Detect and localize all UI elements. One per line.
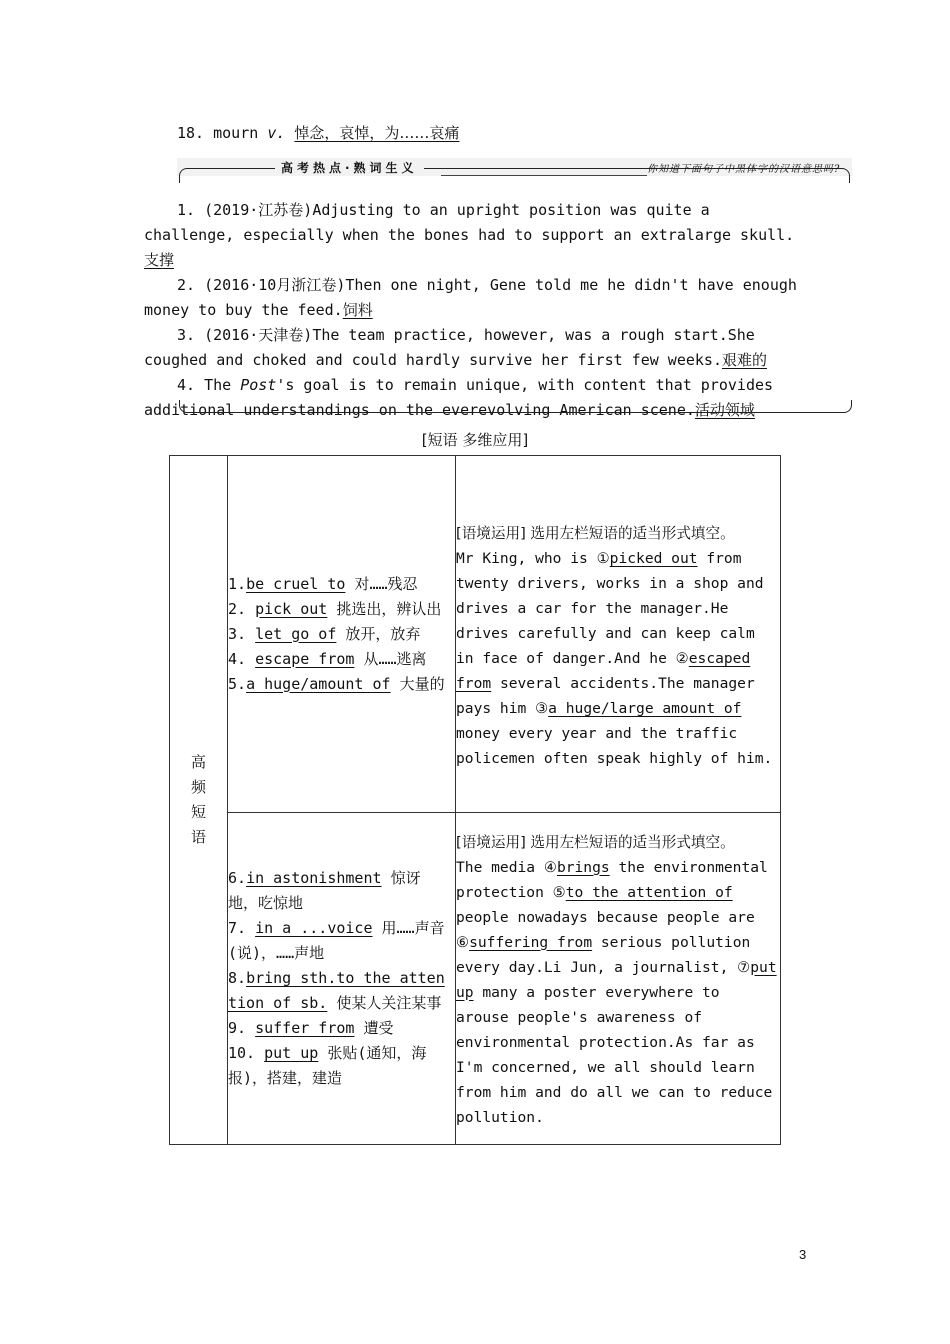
example-text: Adjusting to an upright position was quite a challenge, especially when the bones had to support an extralarge skull. — [144, 201, 795, 244]
phrase-text: let go of — [255, 624, 337, 643]
phrase-num: 6. — [228, 869, 247, 887]
category-char: 语 — [190, 828, 206, 846]
phrase-item — [228, 1041, 449, 1091]
phrase-meaning: 使某人关注某事 — [336, 994, 442, 1012]
phrase-item — [228, 916, 449, 966]
passage-text: from twenty drivers, works in a shop and drives a car for the manager.He drives carefully and can keep calm in face of danger.And he ② — [456, 550, 764, 667]
example-answer: 饲料 — [342, 301, 373, 319]
passage-text: many a poster everywhere to arouse people's awareness of environmental protection.As far as I'm concerned, we all should learn from him and do all we can to reduce pollution. — [456, 983, 773, 1126]
phrase-item — [228, 647, 455, 672]
example-answer: 活动领域 — [694, 401, 755, 419]
phrase-text: bring sth.to the attention of sb. — [228, 969, 445, 1012]
blank-answer: a huge/large amount of — [548, 700, 742, 717]
phrase-meaning: 从……逃离 — [363, 649, 427, 668]
example-4 — [144, 373, 804, 423]
vocab-pos: v. — [267, 124, 286, 142]
example-1 — [144, 198, 804, 273]
category-char: 频 — [190, 778, 206, 796]
phrase-meaning: 放开，放弃 — [345, 624, 421, 643]
category-char: 短 — [190, 803, 206, 821]
section-heading: [短语 多维应用] — [421, 431, 529, 449]
blank-answer: brings — [556, 858, 610, 876]
phrase-text: in astonishment — [246, 869, 382, 887]
passage-text: people nowadays because people are ⑥ — [456, 908, 755, 951]
phrase-meaning: 用……声音(说)，……声地 — [228, 919, 445, 962]
phrase-text: a huge/amount of — [246, 674, 391, 693]
exercise-passage — [456, 546, 780, 771]
phrase-num: 5. — [228, 674, 247, 693]
example-source: 3. (2016·天津卷) — [177, 326, 313, 344]
phrase-meaning: 遭受 — [363, 1019, 394, 1037]
phrase-meaning: 惊讶地，吃惊地 — [228, 869, 421, 912]
phrase-num: 3. — [228, 624, 247, 643]
phrase-list-2 — [228, 813, 456, 1145]
phrase-item — [228, 966, 449, 1016]
exercise-instruction: [语境运用] 选用左栏短语的适当形式填空。 — [456, 525, 735, 542]
blank-answer: suffering from — [469, 933, 593, 951]
passage-text: several accidents.The manager pays him ③ — [456, 675, 755, 717]
phrase-text: put up — [264, 1044, 319, 1062]
example-2 — [144, 273, 804, 323]
vocab-number: 18. — [177, 124, 205, 142]
exercise-cell-2 — [456, 813, 781, 1145]
phrase-num: 4. — [228, 649, 247, 668]
phrase-text: suffer from — [255, 1019, 355, 1037]
blank-answer: to the attention of — [565, 883, 733, 901]
example-text: 's goal is to remain unique, with content that provides additional understandings on the everevolving American scene. — [144, 376, 783, 419]
passage-text: the environmental protection ⑤ — [456, 858, 768, 901]
example-source: 1. (2019·江苏卷) — [177, 201, 313, 219]
phrase-num: 2. — [228, 599, 247, 618]
hot-topic-banner — [177, 150, 852, 192]
vocab-word: mourn — [213, 124, 259, 142]
blank-answer: picked out — [609, 550, 698, 567]
page-number: 3 — [799, 1247, 807, 1262]
phrase-item — [228, 572, 455, 597]
example-italic-title: Post — [240, 376, 277, 394]
example-sentences — [144, 198, 804, 423]
example-text: Then one night, Gene told me he didn't have enough money to buy the feed. — [144, 276, 806, 319]
blank-answer: put up — [456, 958, 777, 1001]
phrase-item — [228, 597, 455, 622]
exercise-cell-1 — [456, 456, 781, 813]
vocab-item-18 — [177, 122, 459, 144]
example-text: The team practice, however, was a rough start.She coughed and choked and could hardly survive her first few weeks. — [144, 326, 764, 369]
exercise-instruction: [语境运用] 选用左栏短语的适当形式填空。 — [456, 833, 735, 851]
passage-text: Mr King, who is ① — [456, 550, 610, 567]
example-answer: 支撑 — [144, 251, 175, 269]
passage-text: money every year and the traffic policemen often speak highly of him. — [456, 725, 773, 767]
passage-text: serious pollution every day.Li Jun, a journalist, ⑦ — [456, 933, 751, 976]
phrase-meaning: 挑选出，辨认出 — [336, 599, 442, 618]
phrase-meaning: 张贴(通知，海报)，搭建，建造 — [228, 1044, 427, 1087]
blank-answer: escaped from — [456, 650, 751, 692]
example-source: 2. (2016·10月浙江卷) — [177, 276, 346, 294]
phrase-num: 10. — [228, 1044, 256, 1062]
vocab-meaning: 悼念，哀悼，为……哀痛 — [294, 124, 460, 142]
banner-title: 高考热点·熟词生义 — [275, 159, 424, 176]
exercise-passage — [456, 855, 780, 1130]
phrase-num: 7. — [228, 919, 247, 937]
example-3 — [144, 323, 804, 373]
phrase-item — [228, 866, 449, 916]
category-char: 高 — [190, 753, 206, 771]
banner-bracket-bottom — [179, 400, 852, 413]
phrase-text: escape from — [255, 649, 355, 668]
phrase-text: in a ...voice — [255, 919, 373, 937]
phrase-num: 1. — [228, 574, 247, 593]
phrase-text: pick out — [255, 599, 328, 618]
example-source: 4. The — [177, 376, 241, 394]
phrase-list-1 — [228, 456, 456, 813]
banner-hint: 你知道下面句子中黑体字的汉语意思吗? — [647, 164, 841, 175]
example-answer: 艰难的 — [721, 351, 767, 369]
phrase-meaning: 大量的 — [399, 674, 445, 693]
phrase-item — [228, 622, 455, 647]
phrase-text: be cruel to — [246, 574, 346, 593]
phrase-table — [169, 455, 781, 1145]
phrase-num: 9. — [228, 1019, 247, 1037]
phrase-meaning: 对……残忍 — [354, 574, 418, 593]
category-cell — [170, 456, 228, 1145]
phrase-num: 8. — [228, 969, 247, 987]
phrase-item — [228, 672, 455, 697]
banner-rule — [441, 175, 647, 176]
passage-text: The media ④ — [456, 858, 557, 876]
phrase-item — [228, 1016, 449, 1041]
